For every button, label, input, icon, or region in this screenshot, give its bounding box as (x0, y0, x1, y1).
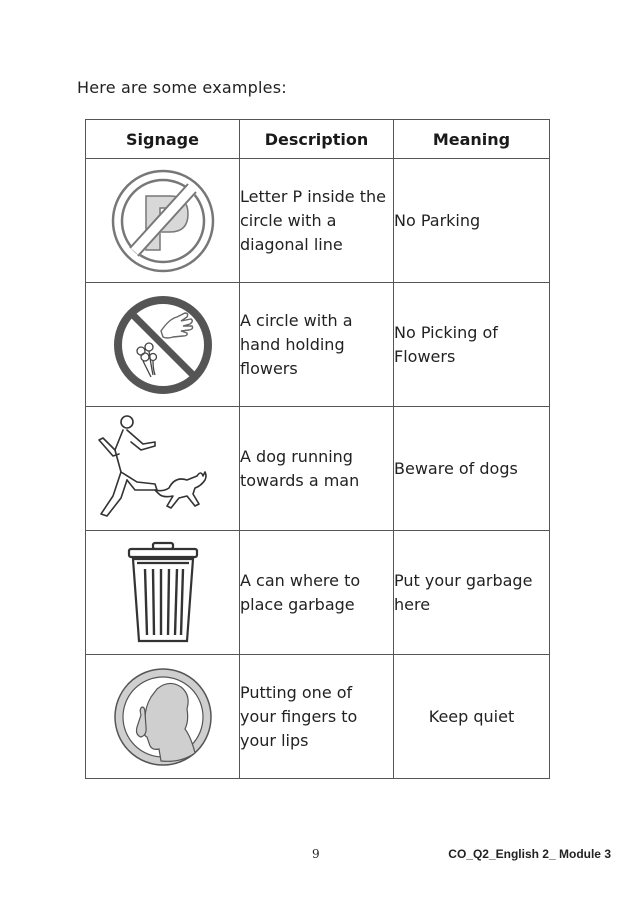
meaning-cell: No Parking (394, 159, 550, 283)
page-number: 9 (312, 847, 320, 861)
table-row (86, 655, 550, 779)
signage-cell (86, 531, 240, 655)
description-cell: Letter P inside the circle with a diagonal line (240, 159, 394, 283)
table-row (86, 159, 550, 283)
no-picking-flowers-icon (113, 295, 213, 395)
signage-cell (86, 407, 240, 531)
intro-text: Here are some examples: (77, 78, 287, 97)
signage-cell (86, 283, 240, 407)
header-signage: Signage (86, 120, 240, 159)
table-row (86, 283, 550, 407)
table-row (86, 407, 550, 531)
description-cell: A circle with a hand holding flowers (240, 283, 394, 407)
module-label: CO_Q2_English 2_ Module 3 (448, 847, 611, 861)
meaning-cell: Keep quiet (394, 655, 550, 779)
signage-cell (86, 159, 240, 283)
header-meaning: Meaning (394, 120, 550, 159)
signage-table (85, 119, 550, 779)
keep-quiet-icon (111, 665, 215, 769)
trash-can-icon (123, 541, 203, 645)
meaning-cell: No Picking of Flowers (394, 283, 550, 407)
meaning-cell: Beware of dogs (394, 407, 550, 531)
header-description: Description (240, 120, 394, 159)
dog-chasing-man-icon (93, 410, 233, 528)
meaning-cell: Put your garbage here (394, 531, 550, 655)
description-cell: A can where to place garbage (240, 531, 394, 655)
description-cell: Putting one of your fingers to your lips (240, 655, 394, 779)
table-header-row (86, 120, 550, 159)
description-cell: A dog running towards a man (240, 407, 394, 531)
table-row (86, 531, 550, 655)
no-parking-icon (108, 166, 218, 276)
signage-cell (86, 655, 240, 779)
